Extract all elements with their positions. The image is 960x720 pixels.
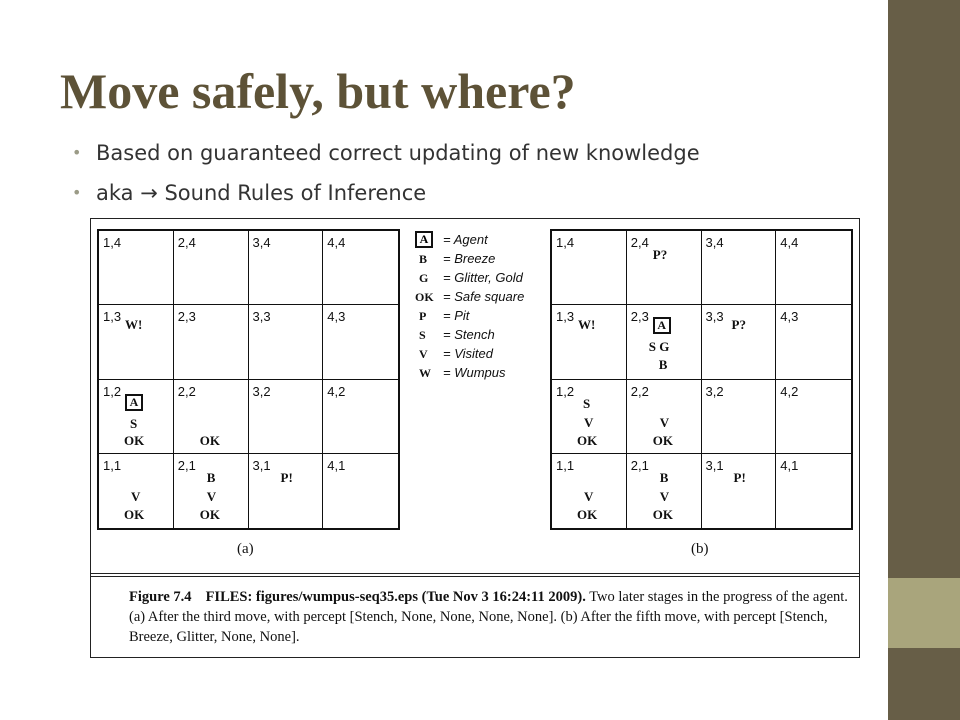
cell-coord: 2,1 — [630, 457, 649, 473]
cell-3-1 — [702, 454, 777, 528]
grid-a — [97, 229, 400, 530]
cell-coord: 2,1 — [177, 457, 196, 473]
cell-2-4 — [627, 231, 702, 305]
safe-marker: OK — [652, 506, 673, 522]
legend-symbol: P — [419, 309, 427, 323]
cell-3-1 — [249, 454, 324, 528]
cell-4-1 — [323, 454, 398, 528]
subfigure-label-a: (a) — [237, 541, 254, 557]
figure-caption — [129, 587, 851, 647]
legend-item — [415, 364, 555, 383]
cell-2-1 — [627, 454, 702, 528]
agent-icon: A — [415, 231, 433, 248]
figure-divider — [91, 573, 859, 577]
cell-2-4 — [174, 231, 249, 305]
visited-marker: V — [659, 488, 670, 504]
caption-number: Figure 7.4 — [129, 589, 192, 605]
cell-2-2 — [627, 380, 702, 454]
bullet-item: • aka → Sound Rules of Inference — [72, 180, 700, 220]
legend-item — [415, 326, 555, 345]
cell-coord: 4,1 — [780, 457, 799, 473]
legend-item — [415, 269, 555, 288]
cell-coord: 2,3 — [630, 309, 649, 325]
cell-coord: 1,3 — [556, 309, 575, 325]
pit-marker: P! — [733, 469, 746, 485]
visited-marker: V — [131, 488, 141, 504]
cell-coord: 2,2 — [630, 383, 649, 399]
cell-coord: 3,1 — [252, 457, 271, 473]
cell-coord: 4,2 — [780, 383, 799, 399]
cell-3-4 — [249, 231, 324, 305]
stench-glitter-marker: S G — [648, 339, 670, 355]
cell-1-3 — [552, 305, 627, 379]
slide-title: Move safely, but where? — [60, 63, 576, 119]
cell-coord: 4,4 — [327, 235, 346, 250]
cell-coord: 4,3 — [327, 309, 346, 325]
legend-item — [415, 250, 555, 269]
cell-coord: 2,3 — [177, 309, 196, 325]
caption-files: FILES: figures/wumpus-seq35.eps (Tue Nov 3 16:24:11 2009). — [205, 589, 586, 605]
caption-text: Two later stages in the progress of the agent. (a) After the third move, with percept [Stench, None, None, None, None]. (b) After the fifth move, with percept [Stench, Breeze, Glitter, None, None]. — [129, 589, 848, 645]
legend-desc: = Visited — [443, 346, 493, 361]
cell-2-1 — [174, 454, 249, 528]
legend-symbol: V — [419, 347, 428, 361]
cell-2-3 — [627, 305, 702, 379]
breeze-marker: B — [659, 469, 669, 485]
safe-marker: OK — [124, 506, 145, 522]
cell-coord: 3,4 — [705, 235, 724, 250]
cell-coord: 3,2 — [705, 383, 724, 399]
cell-coord: 2,4 — [630, 235, 649, 250]
wumpus-marker: W! — [125, 317, 143, 333]
legend-item — [415, 345, 555, 364]
breeze-marker: B — [658, 357, 668, 373]
safe-marker: OK — [199, 506, 220, 522]
bullet-item: • Based on guaranteed correct updating of new knowledge — [72, 140, 700, 180]
cell-coord: 4,1 — [327, 457, 346, 473]
cell-coord: 4,3 — [780, 309, 799, 325]
cell-4-4 — [776, 231, 851, 305]
pit-marker: P? — [731, 317, 746, 333]
wumpus-figure — [90, 218, 860, 658]
cell-1-4 — [552, 231, 627, 305]
cell-4-2 — [323, 380, 398, 454]
cell-coord: 1,3 — [103, 309, 122, 325]
safe-marker: OK — [199, 432, 220, 448]
cell-3-4 — [702, 231, 777, 305]
safe-marker: OK — [124, 432, 145, 448]
legend-symbol: W — [419, 366, 431, 380]
stench-marker: S — [583, 395, 591, 411]
legend-symbol: OK — [415, 290, 434, 304]
cell-coord: 1,4 — [103, 235, 122, 250]
cell-coord: 1,1 — [103, 457, 122, 473]
cell-coord: 2,2 — [177, 383, 196, 399]
cell-4-1 — [776, 454, 851, 528]
subfigure-label-b: (b) — [691, 541, 709, 557]
wumpus-marker: W! — [578, 317, 596, 333]
cell-coord: 1,4 — [556, 235, 575, 250]
cell-coord: 3,1 — [705, 457, 724, 473]
agent-marker: A — [125, 394, 143, 411]
cell-4-4 — [323, 231, 398, 305]
cell-coord: 1,2 — [556, 383, 575, 399]
legend-desc: = Safe square — [443, 289, 525, 304]
legend-item — [415, 231, 555, 250]
cell-coord: 3,4 — [252, 235, 271, 250]
cell-4-3 — [323, 305, 398, 379]
breeze-marker: B — [206, 469, 216, 485]
legend-desc: = Breeze — [443, 251, 496, 266]
safe-marker: OK — [577, 506, 598, 522]
cell-coord: 1,1 — [556, 457, 575, 473]
cell-2-2 — [174, 380, 249, 454]
legend-desc: = Stench — [443, 327, 495, 342]
grid-b — [550, 229, 853, 530]
safe-marker: OK — [577, 432, 598, 448]
cell-1-1 — [552, 454, 627, 528]
legend-desc: = Wumpus — [443, 365, 506, 380]
cell-coord: 3,3 — [705, 309, 724, 325]
cell-3-2 — [249, 380, 324, 454]
legend-desc: = Glitter, Gold — [443, 270, 523, 285]
bullet-list — [72, 140, 700, 220]
cell-1-3 — [99, 305, 174, 379]
cell-1-2 — [99, 380, 174, 454]
cell-2-3 — [174, 305, 249, 379]
safe-marker: OK — [652, 432, 673, 448]
agent-marker: A — [653, 317, 671, 334]
cell-coord: 1,2 — [103, 383, 122, 399]
legend-desc: = Pit — [443, 308, 470, 323]
cell-4-2 — [776, 380, 851, 454]
pit-marker: P? — [652, 247, 668, 262]
visited-marker: V — [584, 488, 594, 504]
visited-marker: V — [206, 488, 217, 504]
cell-coord: 4,2 — [327, 383, 346, 399]
cell-1-1 — [99, 454, 174, 528]
visited-marker: V — [659, 414, 670, 430]
cell-coord: 4,4 — [780, 235, 799, 250]
cell-coord: 2,4 — [177, 235, 196, 250]
stench-marker: S — [130, 415, 138, 431]
legend — [415, 231, 555, 383]
legend-item — [415, 307, 555, 326]
legend-symbol: S — [419, 328, 426, 342]
legend-item — [415, 288, 555, 307]
legend-symbol: B — [419, 252, 428, 266]
pit-marker: P! — [280, 469, 293, 485]
cell-4-3 — [776, 305, 851, 379]
legend-symbol: G — [419, 271, 429, 285]
cell-coord: 3,2 — [252, 383, 271, 399]
visited-marker: V — [584, 414, 594, 430]
cell-1-2 — [552, 380, 627, 454]
cell-3-3 — [702, 305, 777, 379]
legend-desc: = Agent — [443, 232, 488, 247]
cell-1-4 — [99, 231, 174, 305]
cell-3-2 — [702, 380, 777, 454]
cell-3-3 — [249, 305, 324, 379]
sidebar-accent-block — [888, 578, 960, 648]
cell-coord: 3,3 — [252, 309, 271, 325]
